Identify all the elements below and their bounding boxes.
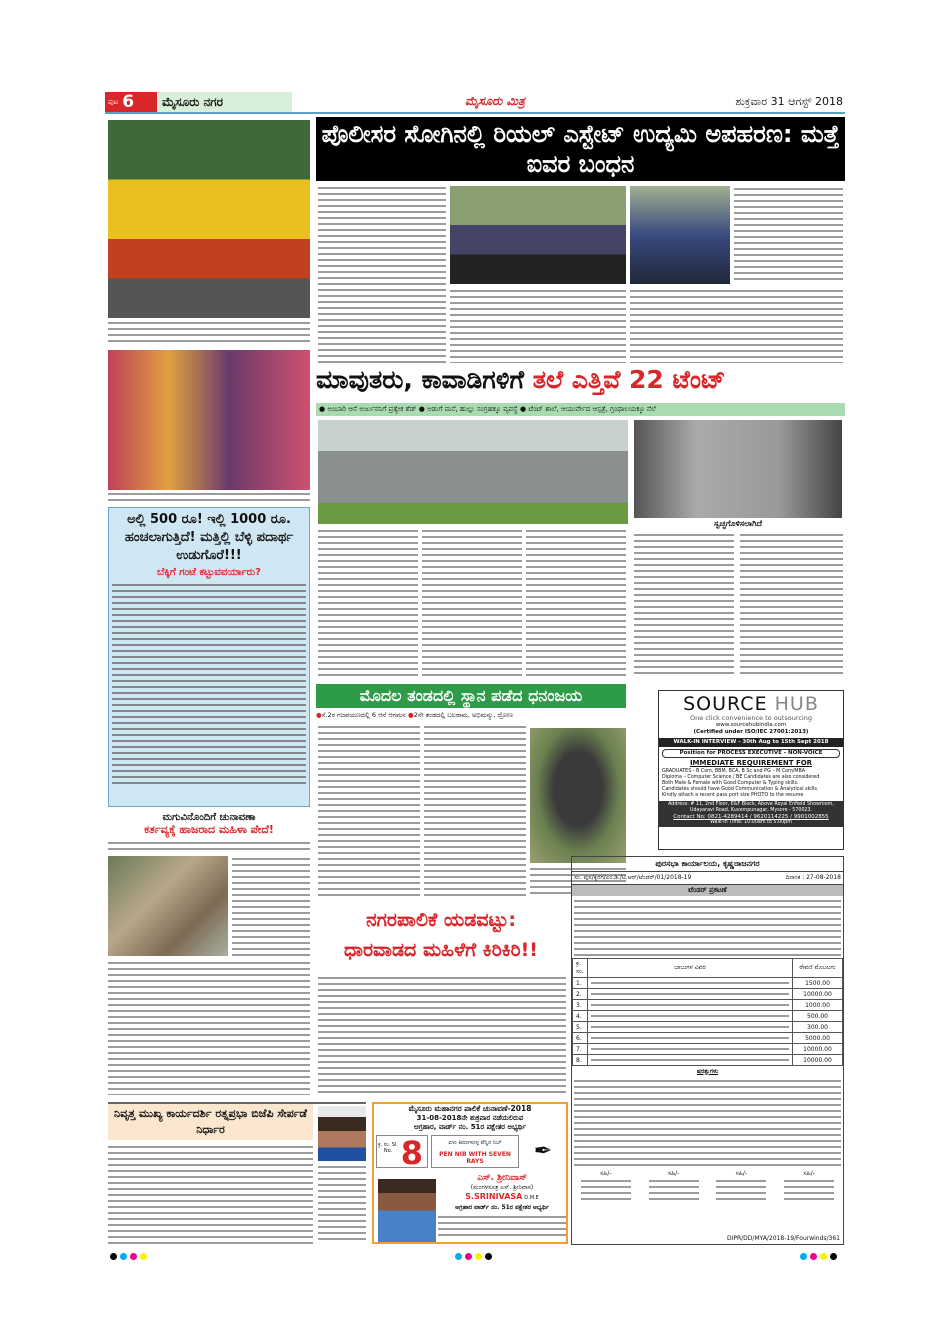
tender-signatures: ಸಹಿ/- ಸಹಿ/- ಸಹಿ/- ಸಹಿ/- [572,1170,843,1200]
lead-col-3-top [734,186,843,284]
sourcehub-cert: (Certified under ISO/IEC 27001:2013) [693,729,809,735]
sourcehub-time: Walk-in Time: 10:00am to 5:00pm [710,820,792,825]
sourcehub-logo: SOURCE HUB [683,693,819,715]
sourcehub-points [659,769,843,799]
tender-row: 8. 10000.00 [573,1055,843,1066]
lead-col-2 [450,288,626,363]
bjp-story-body [108,1144,313,1244]
sourcehub-footer [659,801,843,827]
tents-col-1 [318,528,418,678]
mother-story-kicker: ಮಗುವಿನೊಂದಿಗೆ ಚುನಾವಣಾ [162,812,256,823]
dhananjaya-col-2 [424,724,526,896]
bjp-story [108,1102,366,1245]
bullet: ●ಸೆ.2ರ ಗಜಪಯಣದಲ್ಲಿ 6 ಆನೆ ಆಗಮನ [316,711,406,719]
mother-story-side [232,856,310,956]
pen-nib-icon: ✒ [533,1139,553,1164]
serial-number: 8 [400,1134,423,1172]
lead-col-3 [630,288,843,363]
elephant-photo [530,728,626,863]
tent-sheds-photo [318,420,628,524]
sourcehub-tagline: One click convenience to outsourcing [690,714,812,722]
women-group-photo [108,350,310,490]
dhananjaya-headline-box [316,684,626,708]
bjp-headline-box [108,1104,313,1140]
registration-marks [800,1245,840,1264]
tent-photo-caption: ಸ್ವಚ್ಛಗೊಳಿಸಲಾಗಿದೆ [714,519,762,528]
point: Both Male & Female with Good Computer & Typing skills. [662,781,799,786]
mother-story-lead [108,840,310,852]
mother-story-headline: ಕರ್ತವ್ಯಕ್ಕೆ ಹಾಜರಾದ ಮಹಿಳಾ ಪೇದೆ! [144,823,274,836]
page-label: ಪುಟ [108,97,119,106]
candidate-photo [378,1172,436,1242]
mother-story-body [108,960,310,1095]
cash-story-body [112,582,306,787]
bullet: ● ಅಡುಗೆ ಮನೆ, ಹುಲ್ಲು ಸಂಗ್ರಹಕ್ಕೂ ವ್ಯವಸ್ಥೆ [418,405,518,413]
bullet: ● ಟೆಂಟ್ ಶಾಲೆ, ಆಯುರ್ವೇದ ಆಸ್ಪತ್ರೆ, ಗ್ರಂಥಾಲಯಕ್ಕೂ ನೆಲೆ [519,405,656,413]
tender-row: 2. 10000.00 [573,989,843,1000]
page-header [105,92,845,114]
tender-title: ಟೆಂಡರ್ ಪ್ರಕಟಣೆ [572,885,843,896]
masthead-logo: ಮೈಸೂರು ಮಿತ್ರ [465,94,525,108]
nagarapalike-body [318,975,566,1097]
section-name: ಮೈಸೂರು ನಗರ [157,92,292,112]
registration-marks [110,1245,150,1264]
police-group-photo [630,186,730,284]
rally-photo [108,120,310,318]
lead-col-1 [318,185,446,363]
lead-headline: ಪೊಲೀಸರ ಸೋಗಿನಲ್ಲಿ ರಿಯಲ್ ಎಸ್ಟೇಟ್ ಉದ್ಯಮಿ ಅಪಹರಣ: ಮತ್ತೆ ಐವರ ಬಂಧನ [321,120,840,178]
tents-col-4 [634,532,734,678]
sourcehub-position: Position for PROCESS EXECUTIVE - NON-VOICE [662,749,840,758]
symbol-box: ಏಳು ಕಿರಣಗಳುಳ್ಳ ಪೆನ್ನಿನ ನಿಬ್ PEN NIB WITH SEVEN RAYS [431,1135,519,1168]
election-ward: ಅಗ್ರಹಾರ, ವಾರ್ಡ್ ನಂ. 51ರ ಪಕ್ಷೇತರ ಅಭ್ಯರ್ಥಿ [414,1123,526,1131]
point: Kindly attach a recent pass port size PHOTO to the resume [662,793,804,798]
dhananjaya-col-1 [318,724,420,896]
page-number: 6 [122,92,135,112]
candidate-details: ಎಸ್. ಶ್ರೀನಿವಾಸ್ (ಮಂಗಳಸೂತ್ರ ಎಸ್. ಶ್ರೀನಿವಾಸ) S.SRINIVASA D.M.E ಅಗ್ರಹಾರ ವಾರ್ಡ್ ನಂ. 51ರ ಪಕ್ಷೇತರ ಅಭ್ಯರ್ಥಿ [438,1174,566,1236]
tender-row: 4. 500.00 [573,1011,843,1022]
dhananjaya-bullets [316,711,630,720]
tents-headline-red: ತಲೆ ಎತ್ತಿವೆ 22 ಟೆಂಟ್ [532,365,726,394]
dipr-code: DIPR/DD/MYA/2018-19/Fourwinds/361 [726,1235,840,1242]
tender-ref-row: ಸಂ. ಪುಸ/ಕೃನಗ/ಎಂ.ಡಿ./ಟಿ.ಆರ್/ಟೆಂಡರ್/01/2018-19 ದಿನಾಂಕ : 27-08-2018 [572,872,843,885]
tender-row: 3. 1000.00 [573,1000,843,1011]
arrested-men-photo [450,186,626,284]
bjp-headline: ನಿವೃತ್ತ ಮುಖ್ಯ ಕಾರ್ಯದರ್ಶಿ ರತ್ನಪ್ರಭಾ ಬಿಜೆಪಿ ಸೇರ್ಪಡೆ ನಿರ್ಧಾರ [114,1107,307,1136]
tender-intro [574,898,841,956]
point: Candidates should have Good Communication & Analytical skills. [662,787,819,792]
bullet: ●2ನೇ ತಂಡದಲ್ಲಿ ಬಲರಾಮ, ಅಭಿಮನ್ಯು, ದ್ರೋಣ [408,711,513,719]
women-photo-caption [108,491,310,504]
tender-row: 6. 5000.00 [573,1033,843,1044]
tender-office: ಪುರಸಭಾ ಕಾರ್ಯಾಲಯ, ಕೃಷ್ಣರಾಜನಗರ [572,857,843,872]
bjp-story-body-2 [318,1164,366,1244]
tender-table: ಕ್ರ. ಸಂ. ಬಾಬುಗಳ ವಿವರ ಠೇವಣಿ ಮೊಬಲಗು 1. 1500.00 2. 10000.00 3. 1000.00 4. 500.00 5. 300.00 6. 5000.00 7. 10000.00 8. 10000.00 [572,958,843,1066]
sourcehub-ad [658,690,844,850]
tender-conditions [574,1078,841,1168]
tent-interior-photo [634,420,842,518]
serial-box: ಕ್ರ. ಸಂ. Sl. No. 8 [376,1135,428,1168]
sourcehub-requirement: IMMEDIATE REQUIREMENT FOR [689,759,813,767]
ratnaprabha-portrait [318,1106,366,1161]
dhananjaya-headline: ಮೊದಲ ತಂಡದಲ್ಲಿ ಸ್ಥಾನ ಪಡೆದ ಧನಂಜಯ [359,686,583,705]
tents-bullets [316,403,845,416]
policewoman-photo [108,856,228,956]
nagarapalike-headline: ನಗರಪಾಲಿಕೆ ಯಡವಟ್ಟು: ಧಾರವಾಡದ ಮಹಿಳೆಗೆ ಕಿರಿಕಿರಿ!! [344,909,538,961]
election-title: ಮೈಸೂರು ಮಹಾನಗರ ಪಾಲಿಕೆ ಚುನಾವಣೆ-2018 [408,1104,532,1113]
election-ad [372,1102,568,1244]
sourcehub-address: Address: # 11, 2nd Floor, E&F Block, Above Royal Enfield Showroom, Udayaravi Road, Kuvempunagar, Mysore - 570023. [668,802,834,813]
tender-conditions-title: ಷರತ್ತುಗಳು [696,1068,719,1075]
tender-row: 7. 10000.00 [573,1044,843,1055]
bullet: ● ಅಂಬಾರಿ ಆನೆ ಅರ್ಜುನನಿಗೆ ಪ್ರತ್ಯೇಕ ಶೆಡ್ [319,405,417,413]
cash-story-subhead: ಬೆಕ್ಕಿಗೆ ಗಂಟೆ ಕಟ್ಟುವವರ್ಯಾರು? [157,567,261,578]
point: Diploma – Computer Science / BE Candidates are also considered [662,775,820,780]
point: GRADUATES - B Com, BBM, BCA, B Sc and PG – M Com/MBA [662,769,806,774]
registration-marks [455,1245,495,1264]
tender-notice [571,856,844,1245]
sourcehub-walkin: WALK-IN INTERVIEW - 30th Aug to 15th Sept 2018 [659,738,843,747]
tents-col-3 [526,528,626,678]
rally-photo-caption [108,320,310,344]
tender-row: 5. 300.00 [573,1022,843,1033]
page-number-box [105,92,157,112]
tents-col-5 [740,532,843,678]
cash-story-box [108,507,310,807]
lead-headline-box [316,117,845,181]
election-date: 31-08-2018ನೇ ಶುಕ್ರವಾರ ನಡೆಯಲಿರುವ [416,1114,524,1122]
tender-row: 1. 1500.00 [573,978,843,989]
tents-headline-black: ಮಾವುತರು, ಕಾವಾಡಿಗಳಿಗೆ [316,365,524,394]
cash-story-headline: ಅಲ್ಲಿ 500 ರೂ! ಇಲ್ಲಿ 1000 ರೂ. ಹಂಚಲಾಗುತ್ತಿದೆ! ಮತ್ತಿಲ್ಲಿ ಬೆಳ್ಳಿ ಪದಾರ್ಥ ಉಡುಗೊರೆ!!! [124,512,294,563]
tents-col-2 [422,528,522,678]
mother-story [108,812,310,1097]
sourcehub-contact: Contact No: 0821-4289414 / 9620114225 / 9901002855 [673,814,829,820]
tents-headline [316,365,845,395]
sourcehub-website[interactable]: www.sourcehubindia.com [715,722,787,728]
issue-date: ಶುಕ್ರವಾರ 31 ಆಗಸ್ಟ್ 2018 [735,95,843,108]
